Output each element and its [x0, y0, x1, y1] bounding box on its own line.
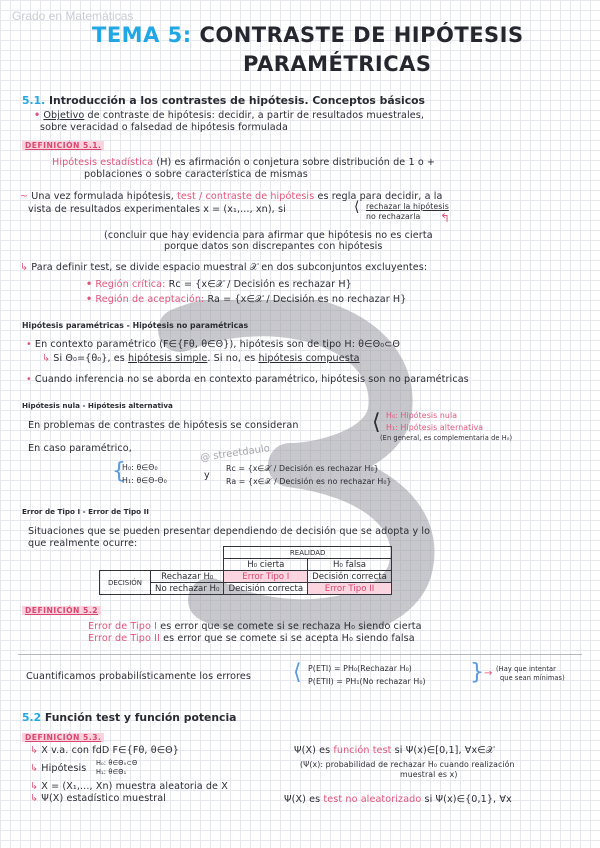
definition-5-2-label: DEFINICIÓN 5.2 [22, 606, 101, 615]
nula-line1: En problemas de contrastes de hipótesis se consideran [28, 420, 299, 431]
def53-a1-text: X v.a. con fdD F∈{Fθ, θ∈Θ} [41, 745, 180, 756]
test-line2: vista de resultados experimentales x = (x₁,..., xn), si [28, 204, 286, 215]
region-aceptacion: • Región de aceptación: Ra = {x∈𝒳 / Decisión es no rechazar H} [86, 294, 407, 305]
test-text-c: es regla para decidir, a la [314, 191, 443, 202]
option-rechazar-text: rechazar la hipótesis [366, 202, 449, 211]
test-text-a: Una vez formulada hipótesis, [31, 191, 178, 202]
param-text-c: . Si no, es [207, 353, 259, 364]
def52-text-1: es error que se comete si se rechaza H₀ siendo cierta [157, 621, 422, 632]
nula-brace: ⟨ [372, 410, 381, 435]
def52-text-2: es error que se comete si se acepta H₀ siendo falsa [159, 633, 415, 644]
def53-a2: ↳ Hipótesis [30, 763, 87, 774]
param-line1: • En contexto paramétrico (F∈{Fθ, θ∈Θ}), hipótesis son de tipo H: θ∈Θ₀⊂Θ [26, 339, 400, 350]
def53-a2-h0: H₀: θ∈Θ₀⊂Θ [96, 759, 138, 767]
def53-a4: ↳ Ψ(X) estadístico muestral [30, 793, 166, 804]
paren-line2: porque datos son discrepantes con hipótesis [164, 241, 383, 252]
def53-b4-a: Ψ(X) es [284, 794, 324, 805]
errores-line2: que realmente ocurre: [28, 538, 138, 549]
option-no-rechazar: no rechazarla [366, 212, 421, 221]
cell-correcta-2: Decisión correcta [224, 583, 308, 595]
system-h1: H₁: θ∈Θ-Θ₀ [122, 476, 167, 485]
nula-line2: En caso paramétrico, [28, 443, 132, 454]
section-5-2-heading [22, 711, 236, 724]
title-line1: CONTRASTE DE HIPÓTESIS [199, 23, 524, 47]
term-error-1: Error de Tipo I [88, 621, 158, 632]
param-heading: Hipótesis paramétricas - Hipótesis no paramétricas [22, 321, 249, 330]
system-brace: { [112, 459, 126, 484]
title-tema: TEMA 5: [92, 23, 192, 47]
def53-b4 [284, 794, 512, 805]
term-test: test / contraste de hipótesis [177, 191, 315, 202]
system-y: y [204, 470, 210, 481]
arrow-icon: ↰ [440, 211, 451, 225]
watermark-text: Grado en Matemáticas [12, 9, 134, 23]
section-title: Introducción a los contrastes de hipótesis. Conceptos básicos [49, 94, 425, 107]
header-h0-cierta: H₀ cierta [224, 559, 308, 571]
def53-b1-a: Ψ(X) es [294, 745, 334, 756]
def53-a2-h1: H₁: θ∈Θ₁ [96, 768, 127, 776]
row-no-rechazar: No rechazar H₀ [151, 583, 224, 595]
choice-brace: ⟨ [354, 199, 360, 215]
cuant-p1: P(ETI) = PH₀(Rechazar H₀) [308, 664, 412, 673]
param-line1-text: En contexto paramétrico (F∈{Fθ, θ∈Θ}), hipótesis son de tipo H: θ∈Θ₀⊂Θ [34, 339, 400, 350]
term-compuesta: hipótesis compuesta [258, 353, 360, 364]
header-decision: DECISIÓN [100, 571, 151, 595]
h1-note: (En general, es complementaria de H₀) [380, 434, 513, 442]
separator-line [18, 654, 582, 655]
objective-line2: sobre veracidad o falsedad de hipótesis formulada [40, 122, 288, 133]
term-hipotesis-estadistica: Hipótesis estadística [52, 157, 154, 168]
rc-label: Región crítica: [95, 279, 166, 290]
paren-line1: (concluir que hay evidencia para afirmar que hipótesis no es cierta [104, 230, 433, 241]
def53-b1 [294, 745, 494, 756]
errors-table [99, 546, 392, 595]
cuant-arrow-icon: → [484, 668, 493, 679]
watermark-handle: @ streetdaulo [199, 443, 271, 464]
term-funcion-test: función test [333, 745, 392, 756]
def53-b4-c: si Ψ(x)∈{0,1}, ∀x [421, 794, 512, 805]
def53-b3: muestral es x) [400, 770, 458, 779]
objective-line1: • Objetivo de contraste de hipótesis: decidir, a partir de resultados muestrales, [34, 110, 425, 121]
system-ra: Ra = {x∈𝒳 / Decisión es no rechazar H₀} [226, 477, 392, 486]
cuant-brace: ⟨ [293, 660, 302, 685]
cuant-note1: (Hay que intentar [496, 665, 556, 673]
h1-text: H₁: Hipótesis alternativa [386, 423, 484, 432]
regions-intro: ↳ Para definir test, se divide espacio muestral 𝒳 en dos subconjuntos excluyentes: [20, 262, 428, 273]
ra-label: Región de aceptación: [95, 294, 205, 305]
def52-line1 [88, 621, 422, 632]
def53-a1: ↳ X v.a. con fdD F∈{Fθ, θ∈Θ} [30, 745, 180, 756]
region-critica: • Región crítica: Rc = {x∈𝒳 / Decisión es rechazar H} [86, 279, 352, 290]
section-number: 5.1. [22, 94, 46, 107]
def53-b2: (Ψ(x): probabilidad de rechazar H₀ cuando realización [300, 760, 515, 769]
cuant-brace-right: } [470, 660, 484, 685]
def53-a3-text: X = (X₁,..., Xn) muestra aleatoria de X [41, 781, 228, 792]
cuant-note2: que sean mínimas) [500, 674, 565, 682]
def53-a2-text: Hipótesis [41, 763, 87, 774]
cuant-line: Cuantificamos probabilísticamente los errores [26, 671, 251, 682]
def53-a3: ↳ X = (X₁,..., Xn) muestra aleatoria de X [30, 781, 228, 792]
rc-def: Rc = {x∈𝒳 / Decisión es rechazar H} [165, 279, 352, 290]
section-number-2: 5.2 [22, 711, 42, 724]
cell-error-tipo-1: Error Tipo I [224, 571, 308, 583]
def53-a4-text: Ψ(X) estadístico muestral [41, 793, 166, 804]
term-test-no-aleatorizado: test no aleatorizado [323, 794, 422, 805]
system-rc: Rc = {x∈𝒳 / Decisión es rechazar H₀} [226, 464, 379, 473]
cell-error-tipo-2: Error Tipo II [308, 583, 392, 595]
def53-b1-c: si Ψ(x)∈[0,1], ∀x∈𝒳 [391, 745, 495, 756]
page-title [92, 23, 524, 47]
nula-heading: Hipótesis nula - Hipótesis alternativa [22, 401, 173, 410]
param-line3-text: Cuando inferencia no se aborda en contexto paramétrico, hipótesis son no paramétricas [34, 374, 469, 385]
system-h0: H₀: θ∈Θ₀ [122, 463, 158, 472]
errores-heading: Error de Tipo I - Error de Tipo II [22, 507, 149, 516]
definition-5-1-line2: poblaciones o sobre característica de mismas [84, 169, 308, 180]
title-line2: PARAMÉTRICAS [243, 52, 432, 76]
h0-label [386, 411, 457, 420]
definition-5-3-label: DEFINICIÓN 5.3. [22, 733, 104, 742]
h1-label [386, 423, 483, 432]
section-5-1-heading [22, 94, 425, 107]
objective-word: Objetivo [43, 110, 85, 121]
test-line1: ~ Una vez formulada hipótesis, test / contraste de hipótesis es regla para decidir, a la [20, 191, 443, 202]
header-h0-falsa: H₀ falsa [308, 559, 392, 571]
section-title-2: Función test y función potencia [44, 711, 237, 724]
cuant-p2: P(ETII) = PH₁(No rechazar H₀) [308, 677, 426, 686]
def-text: (H) es afirmación o conjetura sobre distribución de 1 o + [153, 157, 436, 168]
definition-5-1-label: DEFINICIÓN 5.1. [22, 141, 104, 150]
header-realidad: REALIDAD [224, 547, 391, 559]
term-error-2: Error de Tipo II [88, 633, 160, 644]
param-line2: ↳ Si Θ₀={θ₀}, es hipótesis simple. Si no, es hipótesis compuesta [42, 353, 360, 364]
objective-rest: de contraste de hipótesis: decidir, a partir de resultados muestrales, [84, 110, 425, 121]
h0-text: H₀: Hipótesis nula [386, 411, 458, 420]
regions-intro-text: Para definir test, se divide espacio muestral 𝒳 en dos subconjuntos excluyentes: [31, 262, 428, 273]
term-simple: hipótesis simple [128, 353, 208, 364]
cell-correcta-1: Decisión correcta [308, 571, 392, 583]
def52-line2 [88, 633, 415, 644]
param-text-a: Si Θ₀={θ₀}, es [53, 353, 129, 364]
ra-def: Ra = {x∈𝒳 / Decisión es no rechazar H} [204, 294, 407, 305]
row-rechazar: Rechazar H₀ [151, 571, 224, 583]
definition-5-1-line1 [52, 157, 435, 168]
param-line3: • Cuando inferencia no se aborda en contexto paramétrico, hipótesis son no paramétricas [26, 374, 469, 385]
errores-line1: Situaciones que se pueden presentar dependiendo de decisión que se adopta y lo [28, 526, 431, 537]
option-rechazar [366, 202, 449, 211]
